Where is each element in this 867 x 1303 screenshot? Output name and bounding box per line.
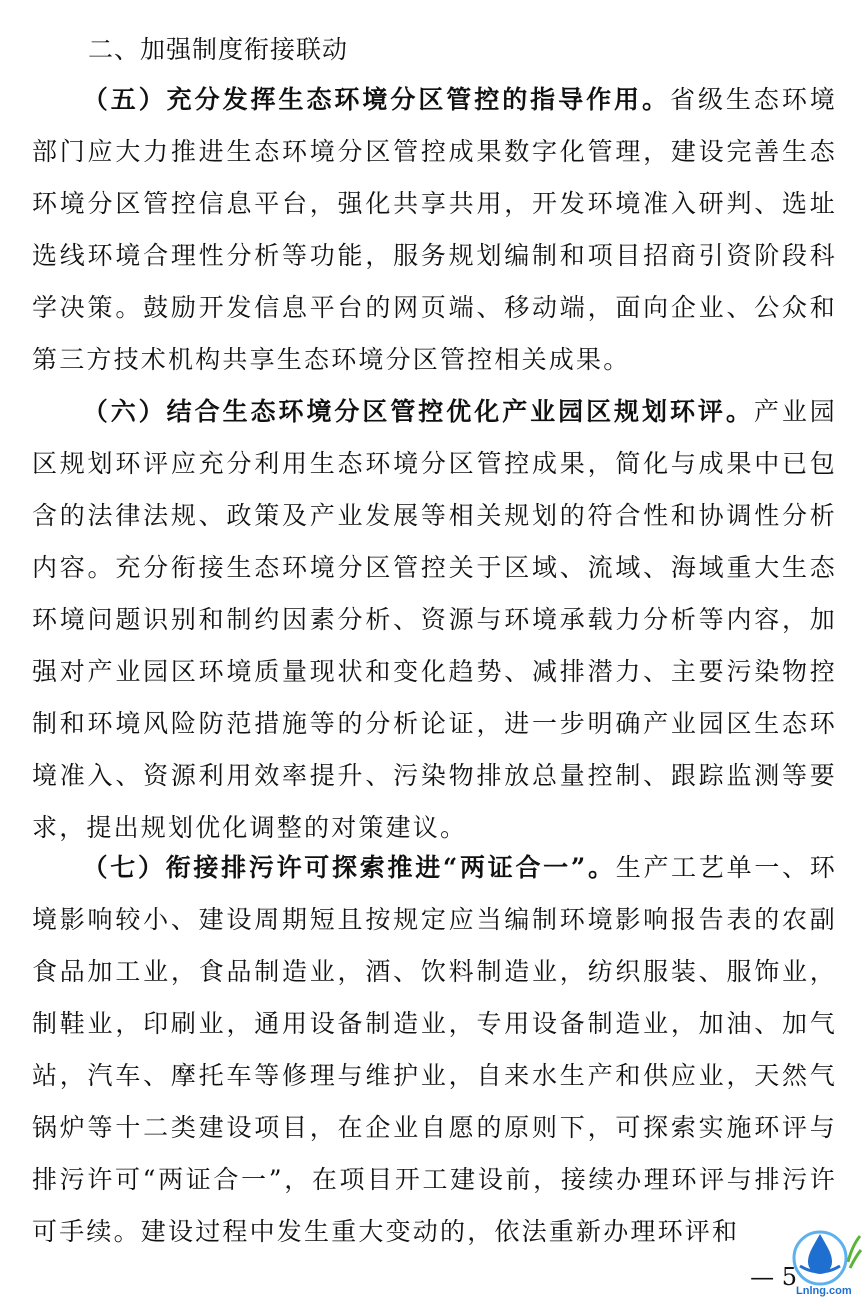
paragraph-7-body: 生产工艺单一、环境影响较小、建设周期短且按规定应当编制环境影响报告表的农副食品加工业，食品制造业，酒、饮料制造业，纺织服装、服饰业，制鞋业，印刷业，通用设备制造业，专用设备制造业，加油、加气站，汽车、摩托车等修理与维护业，自来水生产和供应业，天然气锅炉等十二类建设项目，在企业自愿的原则下，可探索实施环评与排污许可“两证合一”，在项目开工建设前，接续办理环评与排污许可手续。建设过程中发生重大变动的，依法重新办理环评和: [32, 853, 837, 1246]
paragraph-5-title: （五）充分发挥生态环境分区管控的指导作用。: [82, 85, 670, 114]
section-heading: 二、加强制度衔接联动: [88, 35, 349, 64]
paragraph-6-title: （六）结合生态环境分区管控优化产业园区规划环评。: [82, 397, 754, 426]
water-drop-logo-icon: [790, 1222, 862, 1298]
page-number: — 5: [750, 1263, 797, 1291]
paragraph-7: [32, 842, 837, 1258]
paragraph-5-body: 省级生态环境部门应大力推进生态环境分区管控成果数字化管理，建设完善生态环境分区管控信息平台，强化共享共用，开发环境准入研判、选址选线环境合理性分析等功能，服务规划编制和项目招商引资阶段科学决策。鼓励开发信息平台的网页端、移动端，面向企业、公众和第三方技术机构共享生态环境分区管控相关成果。: [32, 85, 837, 374]
paragraph-6: [32, 386, 837, 854]
paragraph-7-title: （七）衔接排污许可探索推进“两证合一”。: [82, 853, 616, 882]
logo-text: Lnlng.com: [796, 1285, 852, 1297]
paragraph-5: [32, 74, 837, 386]
paragraph-6-body: 产业园区规划环评应充分利用生态环境分区管控成果，简化与成果中已包含的法律法规、政策及产业发展等相关规划的符合性和协调性分析内容。充分衔接生态环境分区管控关于区域、流域、海域重大生态环境问题识别和制约因素分析、资源与环境承载力分析等内容，加强对产业园区环境质量现状和变化趋势、减排潜力、主要污染物控制和环境风险防范措施等的分析论证，进一步明确产业园区生态环境准入、资源利用效率提升、污染物排放总量控制、跟踪监测等要求，提出规划优化调整的对策建议。: [32, 397, 837, 842]
